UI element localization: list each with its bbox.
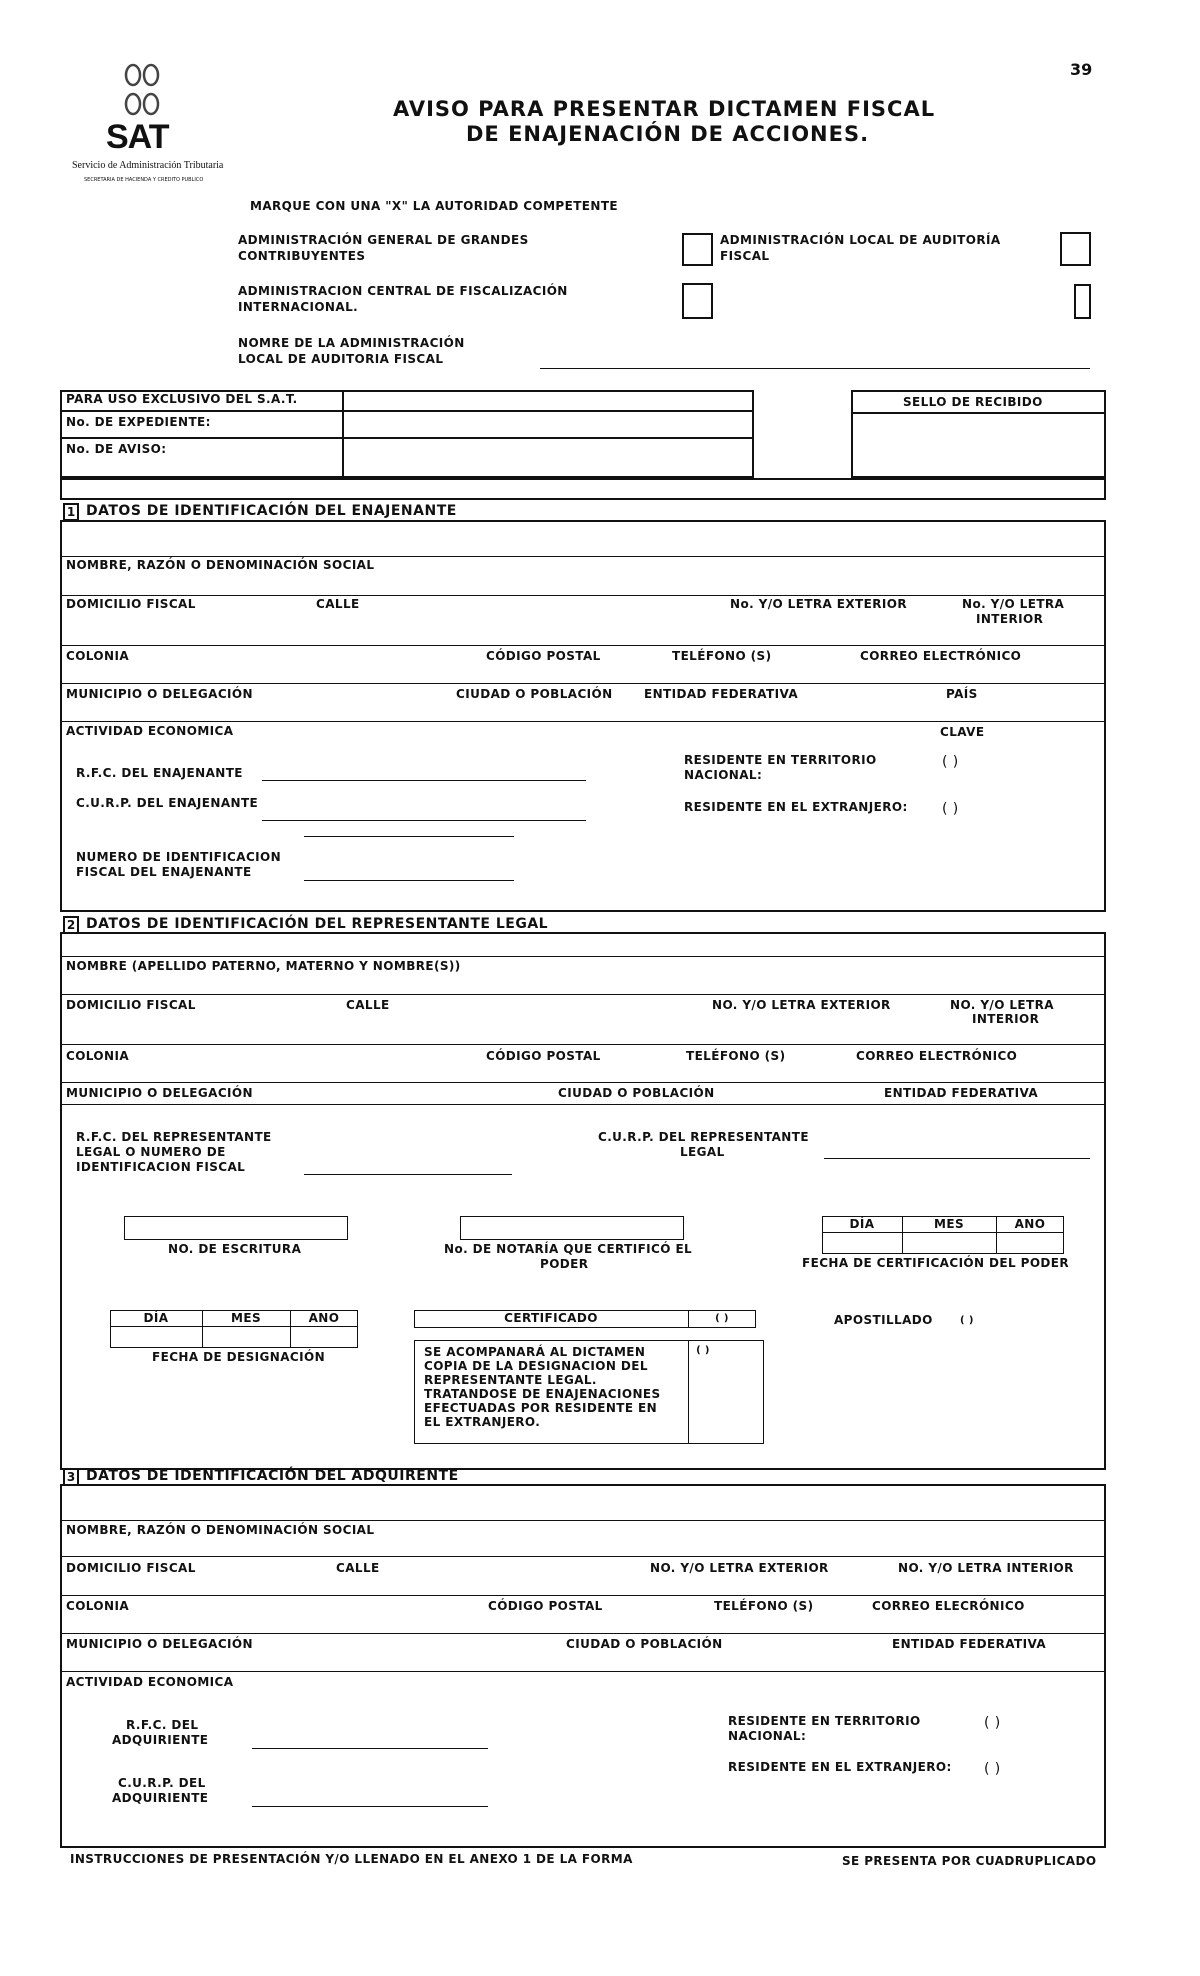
row-line	[60, 721, 1106, 722]
row-line	[60, 956, 1106, 957]
s3-correo-label: CORREO ELECRÓNICO	[872, 1599, 1025, 1613]
s3-entidad-label: ENTIDAD FEDERATIVA	[892, 1637, 1047, 1651]
s3-residente-ext-check[interactable]: ( )	[984, 1761, 1001, 1777]
s2-calle-label: CALLE	[346, 998, 390, 1012]
s1-curp-label: C.U.R.P. DEL ENAJENANTE	[76, 796, 259, 810]
s1-no-interior-label-l1: No. Y/O LETRA	[962, 597, 1065, 611]
row-line	[60, 683, 1106, 684]
page-number: 39	[1070, 60, 1093, 79]
s3-curp-l1: C.U.R.P. DEL	[118, 1776, 206, 1790]
authority-opt2-label-l2: FISCAL	[720, 249, 770, 263]
s3-domicilio-label: DOMICILIO FISCAL	[66, 1561, 196, 1575]
s2-colonia-label: COLONIA	[66, 1049, 130, 1063]
s2-curp-field[interactable]	[824, 1158, 1090, 1159]
s3-cp-label: CÓDIGO POSTAL	[488, 1599, 603, 1613]
row-line	[60, 1633, 1106, 1634]
s3-rfc-field[interactable]	[252, 1748, 488, 1749]
s3-colonia-label: COLONIA	[66, 1599, 130, 1613]
s2-no-exterior-label: NO. Y/O LETRA EXTERIOR	[712, 998, 891, 1012]
s2-no-interior-label-l2: INTERIOR	[972, 1012, 1040, 1026]
s2-notaria-l2: PODER	[540, 1257, 589, 1271]
date-header-line	[110, 1326, 358, 1327]
s2-cp-label: CÓDIGO POSTAL	[486, 1049, 601, 1063]
s1-rfc-field[interactable]	[262, 780, 586, 781]
row-line	[60, 1556, 1106, 1557]
s2-escritura-field[interactable]	[124, 1216, 348, 1240]
authority-opt2-checkbox[interactable]	[1060, 232, 1091, 266]
sello-label: SELLO DE RECIBIDO	[903, 395, 1043, 409]
row-line	[60, 556, 1106, 557]
s3-residente-ext-label: RESIDENTE EN EL EXTRANJERO:	[728, 1760, 952, 1774]
row-line	[60, 645, 1106, 646]
authority-name-label-l1: NOMRE DE LA ADMINISTRACIÓN	[238, 336, 465, 350]
s1-numid-l1: NUMERO DE IDENTIFICACION	[76, 850, 282, 864]
authority-instruction: MARQUE CON UNA "X" LA AUTORIDAD COMPETENTE	[250, 199, 619, 213]
aviso-field[interactable]	[344, 439, 752, 476]
s2-entidad-label: ENTIDAD FEDERATIVA	[884, 1086, 1039, 1100]
s2-notaria-field[interactable]	[460, 1216, 684, 1240]
s2-curp-l2: LEGAL	[680, 1145, 725, 1159]
s1-municipio-label: MUNICIPIO O DELEGACIÓN	[66, 687, 253, 701]
sello-divider	[851, 412, 1106, 414]
s1-no-interior-label-l2: INTERIOR	[976, 612, 1044, 626]
s2-correo-label: CORREO ELECTRÓNICO	[856, 1049, 1018, 1063]
s1-numid-l2: FISCAL DEL ENAJENANTE	[76, 865, 252, 879]
s2-ciudad-label: CIUDAD O POBLACIÓN	[558, 1086, 715, 1100]
authority-name-label-l2: LOCAL DE AUDITORIA FISCAL	[238, 352, 444, 366]
authority-opt1-label-l2: CONTRIBUYENTES	[238, 249, 366, 263]
s1-domicilio-label: DOMICILIO FISCAL	[66, 597, 196, 611]
row-line	[60, 1595, 1106, 1596]
authority-name-field[interactable]	[540, 368, 1090, 369]
s2-no-interior-label-l1: NO. Y/O LETRA	[950, 998, 1054, 1012]
row-line	[60, 994, 1106, 995]
s2-rfc-field[interactable]	[304, 1174, 512, 1175]
logo-circles-icon	[120, 62, 166, 122]
s2-domicilio-label: DOMICILIO FISCAL	[66, 998, 196, 1012]
authority-opt1-checkbox[interactable]	[682, 233, 713, 266]
s1-calle-label: CALLE	[316, 597, 360, 611]
s3-rfc-l2: ADQUIRIENTE	[112, 1733, 209, 1747]
s3-calle-label: CALLE	[336, 1561, 380, 1575]
authority-opt1-label-l1: ADMINISTRACIÓN GENERAL DE GRANDES	[238, 233, 529, 247]
s2-rfc-l2: LEGAL O NUMERO DE	[76, 1145, 226, 1159]
s2-desig-ano: ANO	[308, 1311, 340, 1325]
s3-rfc-l1: R.F.C. DEL	[126, 1718, 199, 1732]
s1-actividad-label: ACTIVIDAD ECONOMICA	[66, 724, 234, 738]
row-line	[60, 1082, 1106, 1083]
s2-curp-l1: C.U.R.P. DEL REPRESENTANTE	[598, 1130, 809, 1144]
s2-desig-dia: DÍA	[143, 1311, 169, 1325]
s3-telefono-label: TELÉFONO (S)	[714, 1599, 814, 1613]
s2-note-check[interactable]: ( )	[696, 1345, 710, 1356]
logo-acronym: SAT	[106, 118, 169, 156]
office-exclusive-label: PARA USO EXCLUSIVO DEL S.A.T.	[66, 392, 298, 406]
authority-opt4-checkbox[interactable]	[1074, 284, 1091, 319]
row-line	[60, 1520, 1106, 1521]
s2-apostillado-check[interactable]: ( )	[960, 1315, 974, 1326]
s2-desig-mes: MES	[231, 1311, 261, 1325]
s2-note-l2: COPIA DE LA DESIGNACION DEL	[424, 1359, 648, 1373]
s3-ciudad-label: CIUDAD O POBLACIÓN	[566, 1637, 723, 1651]
row-line	[60, 1104, 1106, 1105]
s3-no-exterior-label: NO. Y/O LETRA EXTERIOR	[650, 1561, 829, 1575]
s1-numid-field[interactable]	[304, 880, 514, 881]
s2-notaria-l1: No. DE NOTARÍA QUE CERTIFICÓ EL	[444, 1242, 693, 1256]
s2-fecha-cert-label: FECHA DE CERTIFICACIÓN DEL PODER	[802, 1256, 1070, 1270]
s1-colonia-label: COLONIA	[66, 649, 130, 663]
row-line	[60, 1671, 1106, 1672]
s3-actividad-label: ACTIVIDAD ECONOMICA	[66, 1675, 234, 1689]
s2-certificado-label: CERTIFICADO	[504, 1311, 598, 1325]
form-title-line2: DE ENAJENACIÓN DE ACCIONES.	[466, 122, 870, 146]
date-header-line	[822, 1232, 1064, 1233]
s1-entidad-label: ENTIDAD FEDERATIVA	[644, 687, 799, 701]
s2-cert-dia: DÍA	[849, 1217, 875, 1231]
s3-residente-nac-l1: RESIDENTE EN TERRITORIO	[728, 1714, 921, 1728]
s2-escritura-label: NO. DE ESCRITURA	[168, 1242, 302, 1256]
s2-nombre-label: NOMBRE (APELLIDO PATERNO, MATERNO Y NOMBRE(S))	[66, 959, 461, 973]
footer-cuadruplicado: SE PRESENTA POR CUADRUPLICADO	[842, 1854, 1097, 1868]
section3-box	[60, 1484, 1106, 1848]
s2-cert-mes: MES	[934, 1217, 964, 1231]
section1-number: 1	[63, 503, 79, 521]
logo-subtitle: SECRETARIA DE HACIENDA Y CREDITO PUBLICO	[84, 177, 204, 183]
office-bottom-band	[60, 478, 1106, 500]
authority-opt3-label-l2: INTERNACIONAL.	[238, 300, 359, 314]
authority-opt3-label-l1: ADMINISTRACION CENTRAL DE FISCALIZACIÓN	[238, 284, 568, 298]
s1-residente-nac-l1: RESIDENTE EN TERRITORIO	[684, 753, 877, 767]
s2-note-l6: EL EXTRANJERO.	[424, 1415, 541, 1429]
s1-residente-ext-label: RESIDENTE EN EL EXTRANJERO:	[684, 800, 908, 814]
footer-instrucciones: INSTRUCCIONES DE PRESENTACIÓN Y/O LLENADO EN EL ANEXO 1 DE LA FORMA	[70, 1852, 633, 1866]
s1-ciudad-label: CIUDAD O POBLACIÓN	[456, 687, 613, 701]
logo-name: Servicio de Administración Tributaria	[72, 160, 224, 171]
row-line	[60, 1044, 1106, 1045]
s1-residente-ext-check[interactable]: ( )	[942, 801, 959, 817]
s1-nombre-label: NOMBRE, RAZÓN O DENOMINACIÓN SOCIAL	[66, 558, 375, 572]
s2-fecha-desig-label: FECHA DE DESIGNACIÓN	[152, 1350, 326, 1364]
s1-rfc-label: R.F.C. DEL ENAJENANTE	[76, 766, 243, 780]
s1-pais-label: PAÍS	[946, 687, 978, 701]
s1-curp-field[interactable]	[262, 820, 586, 821]
s3-residente-nac-check[interactable]: ( )	[984, 1715, 1001, 1731]
authority-opt2-label-l1: ADMINISTRACIÓN LOCAL DE AUDITORÍA	[720, 233, 1001, 247]
s1-telefono-label: TELÉFONO (S)	[672, 649, 772, 663]
s3-municipio-label: MUNICIPIO O DELEGACIÓN	[66, 1637, 253, 1651]
section2-number: 2	[63, 916, 79, 934]
expediente-label: No. DE EXPEDIENTE:	[66, 415, 211, 429]
s2-note-l5: EFECTUADAS POR RESIDENTE EN	[424, 1401, 658, 1415]
s1-correo-label: CORREO ELECTRÓNICO	[860, 649, 1022, 663]
s2-note-l4: TRATANDOSE DE ENAJENACIONES	[424, 1387, 661, 1401]
s1-cp-label: CÓDIGO POSTAL	[486, 649, 601, 663]
s2-municipio-label: MUNICIPIO O DELEGACIÓN	[66, 1086, 253, 1100]
s2-note-l1: SE ACOMPANARÁ AL DICTAMEN	[424, 1345, 646, 1359]
s2-rfc-l1: R.F.C. DEL REPRESENTANTE	[76, 1130, 272, 1144]
s1-residente-nac-check[interactable]: ( )	[942, 754, 959, 770]
s1-extra-line	[304, 836, 514, 837]
form-title-line1: AVISO PARA PRESENTAR DICTAMEN FISCAL	[393, 97, 936, 121]
s3-no-interior-label: NO. Y/O LETRA INTERIOR	[898, 1561, 1074, 1575]
s1-residente-nac-l2: NACIONAL:	[684, 768, 763, 782]
s3-residente-nac-l2: NACIONAL:	[728, 1729, 807, 1743]
s3-curp-l2: ADQUIRIENTE	[112, 1791, 209, 1805]
section3-title: DATOS DE IDENTIFICACIÓN DEL ADQUIRENTE	[86, 1468, 459, 1484]
section2-title: DATOS DE IDENTIFICACIÓN DEL REPRESENTANTE LEGAL	[86, 916, 549, 932]
s2-apostillado-label: APOSTILLADO	[834, 1313, 933, 1327]
expediente-field[interactable]	[344, 412, 752, 436]
s1-clave-label: CLAVE	[940, 725, 985, 739]
s1-no-exterior-label: No. Y/O LETRA EXTERIOR	[730, 597, 907, 611]
section3-number: 3	[63, 1468, 79, 1486]
section1-title: DATOS DE IDENTIFICACIÓN DEL ENAJENANTE	[86, 503, 457, 519]
s2-telefono-label: TELÉFONO (S)	[686, 1049, 786, 1063]
s3-curp-field[interactable]	[252, 1806, 488, 1807]
s2-cert-ano: ANO	[1014, 1217, 1046, 1231]
authority-opt3-checkbox[interactable]	[682, 283, 713, 319]
s3-nombre-label: NOMBRE, RAZÓN O DENOMINACIÓN SOCIAL	[66, 1523, 375, 1537]
s2-certificado-check[interactable]: ( )	[715, 1313, 729, 1324]
s2-note-l3: REPRESENTANTE LEGAL.	[424, 1373, 597, 1387]
row-line	[60, 595, 1106, 596]
s2-rfc-l3: IDENTIFICACION FISCAL	[76, 1160, 246, 1174]
aviso-label: No. DE AVISO:	[66, 442, 167, 456]
